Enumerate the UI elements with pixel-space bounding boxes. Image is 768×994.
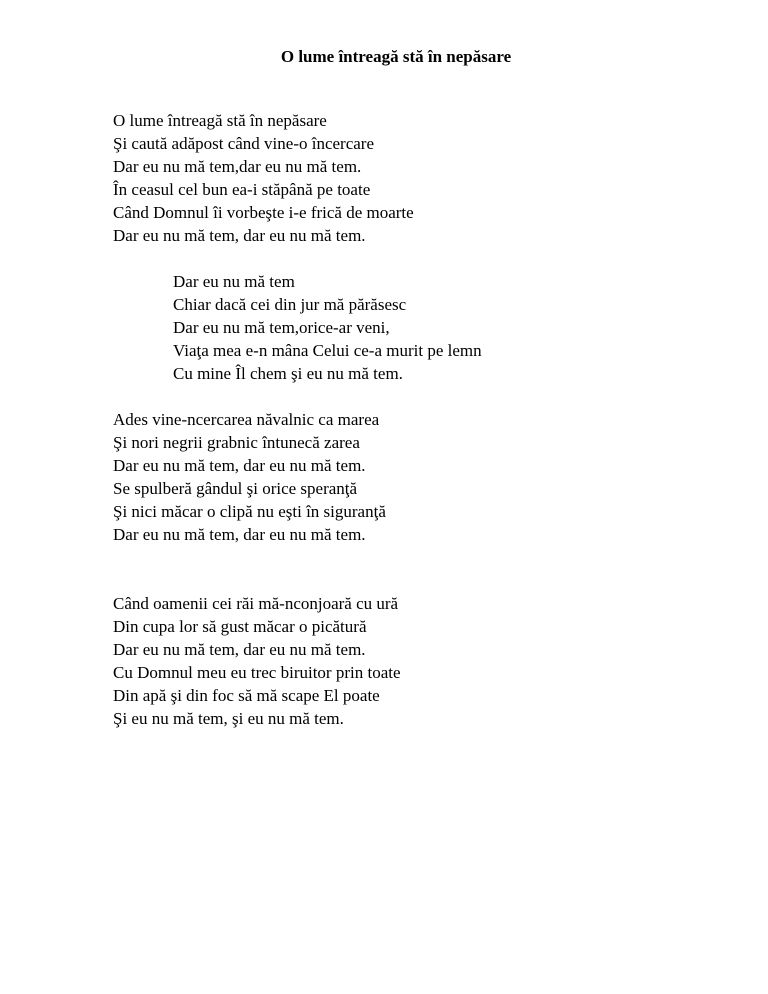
verse-line: Din apă şi din foc să mă scape El poate [113, 686, 380, 705]
verse-line: Din cupa lor să gust măcar o picătură [113, 617, 367, 636]
verse-line: Când Domnul îi vorbeşte i-e frică de moarte [113, 203, 414, 222]
verse-line: Când oamenii cei răi mă-nconjoară cu ură [113, 594, 399, 613]
verse-line: Se spulberă gândul şi orice speranţă [113, 479, 358, 498]
verse-line: Chiar dacă cei din jur mă părăsesc [173, 295, 407, 314]
stanza [113, 109, 414, 247]
verse-line: Dar eu nu mă tem [173, 272, 295, 291]
verse-line: Dar eu nu mă tem,orice-ar veni, [173, 318, 390, 337]
verse-line: O lume întreagă stă în nepăsare [113, 111, 327, 130]
verse-line: Cu mine Îl chem şi eu nu mă tem. [173, 364, 403, 383]
verse-line: Şi caută adăpost când vine-o încercare [113, 134, 375, 153]
verse-line: În ceasul cel bun ea-i stăpână pe toate [113, 180, 371, 199]
verse-line: Şi nici măcar o clipă nu eşti în siguranţă [113, 502, 386, 521]
page-title: O lume întreagă stă în nepăsare [280, 47, 512, 66]
refrain-stanza [173, 270, 482, 385]
verse-line: Ades vine-ncercarea năvalnic ca marea [113, 410, 380, 429]
verse-line: Dar eu nu mă tem,dar eu nu mă tem. [113, 157, 362, 176]
verse-line: Dar eu nu mă tem, dar eu nu mă tem. [113, 640, 366, 659]
verse-line: Şi nori negrii grabnic întunecă zarea [113, 433, 360, 452]
stanza [113, 408, 386, 546]
verse-line: Dar eu nu mă tem, dar eu nu mă tem. [113, 525, 366, 544]
verse-line: Dar eu nu mă tem, dar eu nu mă tem. [113, 456, 366, 475]
verse-line: Şi eu nu mă tem, şi eu nu mă tem. [113, 709, 344, 728]
verse-line: Cu Domnul meu eu trec biruitor prin toate [113, 663, 401, 682]
stanza [113, 592, 401, 730]
verse-line: Dar eu nu mă tem, dar eu nu mă tem. [113, 226, 366, 245]
verse-line: Viaţa mea e-n mâna Celui ce-a murit pe lemn [173, 341, 482, 360]
